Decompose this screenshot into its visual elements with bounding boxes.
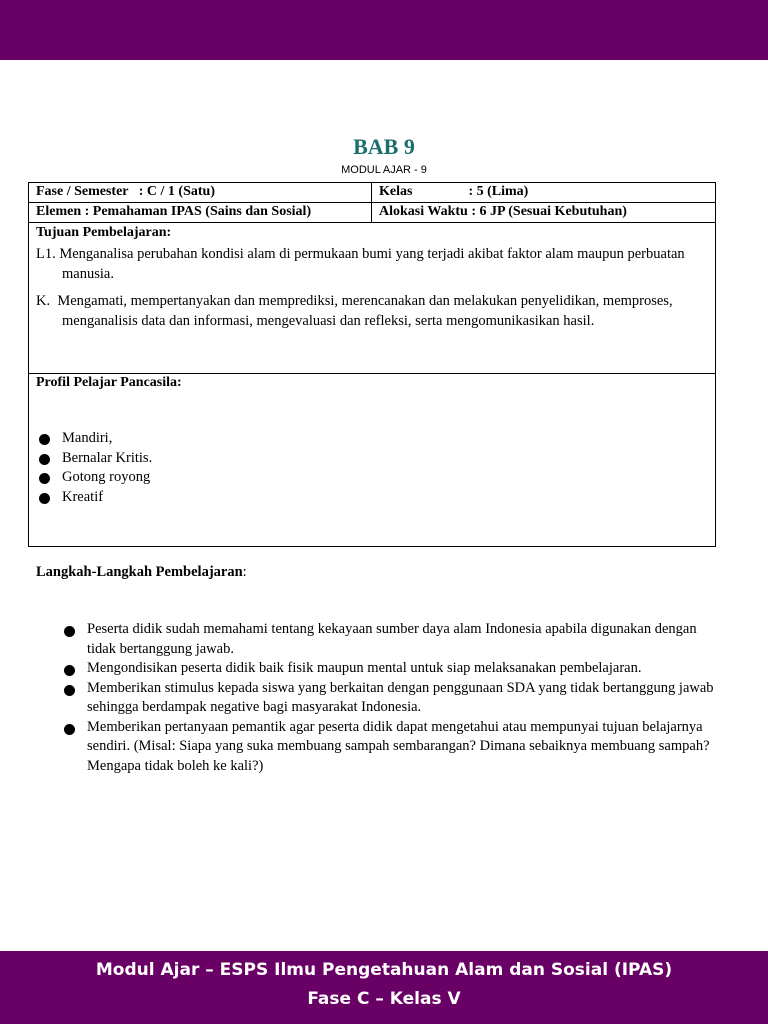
langkah-item-text: Peserta didik sudah memahami tentang kekayaan sumber daya alam Indonesia apabila digunakan dengan tidak bertanggung jawab. [87,621,697,657]
footer-subtitle: Fase C – Kelas V [307,989,461,1009]
bullet-icon [39,493,50,504]
bullet-icon [39,473,50,484]
info-row-2 [29,203,715,223]
profil-heading: Profil Pelajar Pancasila: [36,375,182,390]
bullet-icon [39,454,50,465]
footer-title: Modul Ajar – ESPS Ilmu Pengetahuan Alam dan Sosial (IPAS) [95,960,673,980]
langkah-item-text: Memberikan stimulus kepada siswa yang berkaitan dengan penggunaan SDA yang tidak bertanggung jawab sehingga berdampak negative bagi masyarakat Indonesia. [87,679,714,715]
profil-item-label: Bernalar Kritis. [62,449,153,466]
info-row-1 [29,183,715,203]
list-item [38,488,152,508]
fase-semester-cell: Fase / Semester : C / 1 (Satu) [29,183,372,202]
profil-list [38,429,152,508]
module-subtitle: MODUL AJAR - 9 [341,164,427,176]
tujuan-item: K. Mengamati, mempertanyakan dan memprediksi, merencanakan dan melakukan penyelidikan, memproses, menganalisis data dan informasi, mengevaluasi dan refleksi, serta mengomunikasikan hasil. [36,293,677,329]
langkah-list [62,620,726,776]
bullet-icon [64,685,75,696]
list-item [38,429,152,449]
footer-bar [0,951,768,1024]
elemen-cell: Elemen : Pemahaman IPAS (Sains dan Sosial) [29,203,372,222]
profil-section [29,374,715,546]
langkah-heading-colon: : [242,564,247,580]
bullet-icon [64,626,75,637]
tujuan-heading: Tujuan Pembelajaran: [36,225,172,240]
list-item [62,620,726,659]
profil-item-label: Mandiri, [62,430,113,446]
bullet-icon [39,434,50,445]
list-item [62,659,726,679]
chapter-title: BAB 9 [353,134,415,159]
info-table [28,182,716,547]
profil-item-label: Kreatif [62,489,104,506]
bullet-icon [64,724,75,735]
header-bar [0,0,768,60]
list-item [62,718,726,777]
list-item [38,468,152,488]
kelas-cell: Kelas : 5 (Lima) [379,184,529,199]
tujuan-section [29,224,715,374]
langkah-heading-label: Langkah-Langkah Pembelajaran [36,564,243,580]
bullet-icon [64,665,75,676]
alokasi-waktu-cell: Alokasi Waktu : 6 JP (Sesuai Kebutuhan) [379,204,627,219]
profil-item-label: Gotong royong [62,469,151,486]
langkah-item-text: Memberikan pertanyaan pemantik agar peserta didik dapat mengetahui atau mempunyai tujuan belajarnya sendiri. (Misal: Siapa yang suka membuang sampah sembarangan? Dimana sebaiknya membuang sampah? Mengapa tidak boleh ke kali?) [87,718,710,774]
langkah-heading [36,564,247,581]
tujuan-item: L1. Menganalisa perubahan kondisi alam di permukaan bumi yang terjadi akibat faktor alam maupun perbuatan manusia. [36,246,685,282]
list-item [62,679,726,718]
langkah-item-text: Mengondisikan peserta didik baik fisik maupun mental untuk siap melaksanakan pembelajaran. [87,660,642,676]
list-item [38,449,152,469]
